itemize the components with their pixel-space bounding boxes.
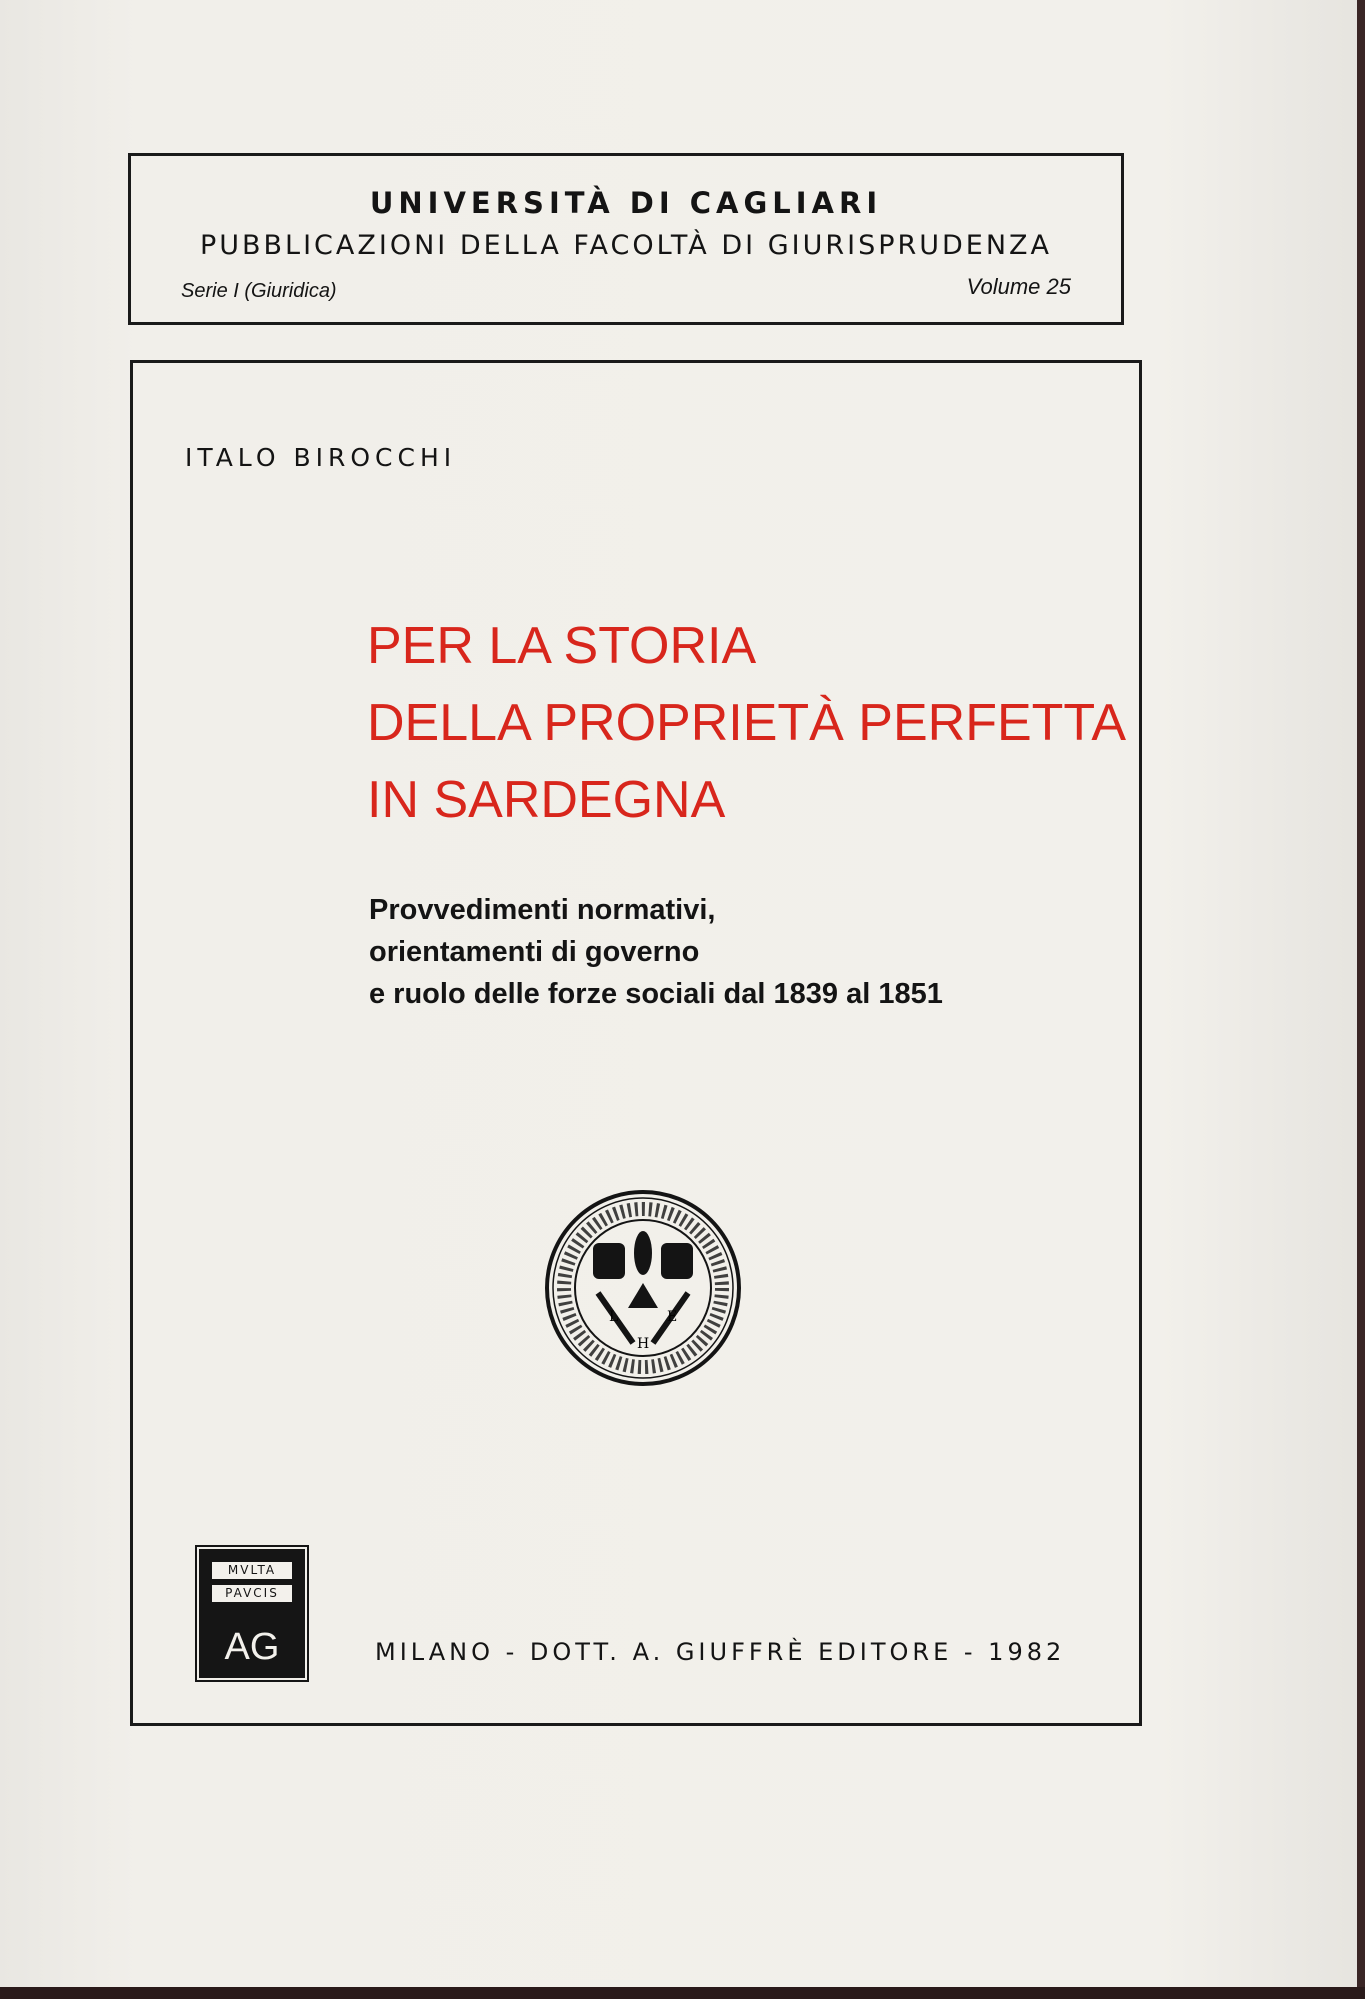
title-line: IN SARDEGNA: [367, 771, 726, 829]
subtitle-line: e ruolo delle forze sociali dal 1839 al 1851: [369, 978, 943, 1010]
book-subtitle: [369, 889, 943, 1015]
volume-label: Volume 25: [966, 274, 1071, 299]
book-title: [367, 608, 1126, 839]
author-name: ITALO BIROCCHI: [185, 443, 457, 472]
university-name: UNIVERSITÀ DI CAGLIARI: [369, 186, 883, 220]
page-edge: [1357, 0, 1365, 1999]
imprint: MILANO - DOTT. A. GIUFFRÈ EDITORE - 1982: [375, 1638, 1066, 1666]
main-frame: [130, 360, 1142, 1726]
seal-letter: H: [637, 1336, 650, 1352]
title-line: DELLA PROPRIETÀ PERFETTA: [367, 694, 1127, 752]
subtitle-line: orientamenti di governo: [369, 936, 700, 968]
logo-initials: AG: [224, 1626, 280, 1668]
faculty-name: PUBBLICAZIONI DELLA FACOLTÀ DI GIURISPRUDENZA: [199, 230, 1053, 261]
seal-letter: E: [667, 1309, 678, 1325]
page-edge: [0, 1987, 1365, 1999]
logo-motto-line: MVLTA: [212, 1562, 292, 1579]
university-seal-icon: [543, 1188, 743, 1388]
series-header-box: [128, 153, 1124, 325]
logo-motto-line: PAVCIS: [212, 1585, 292, 1602]
series-label: Serie I (Giuridica): [181, 280, 337, 302]
title-line: PER LA STORIA: [367, 617, 757, 675]
seal-letter: L: [609, 1309, 619, 1325]
subtitle-line: Provvedimenti normativi,: [369, 894, 716, 926]
publisher-logo: [201, 1551, 303, 1676]
